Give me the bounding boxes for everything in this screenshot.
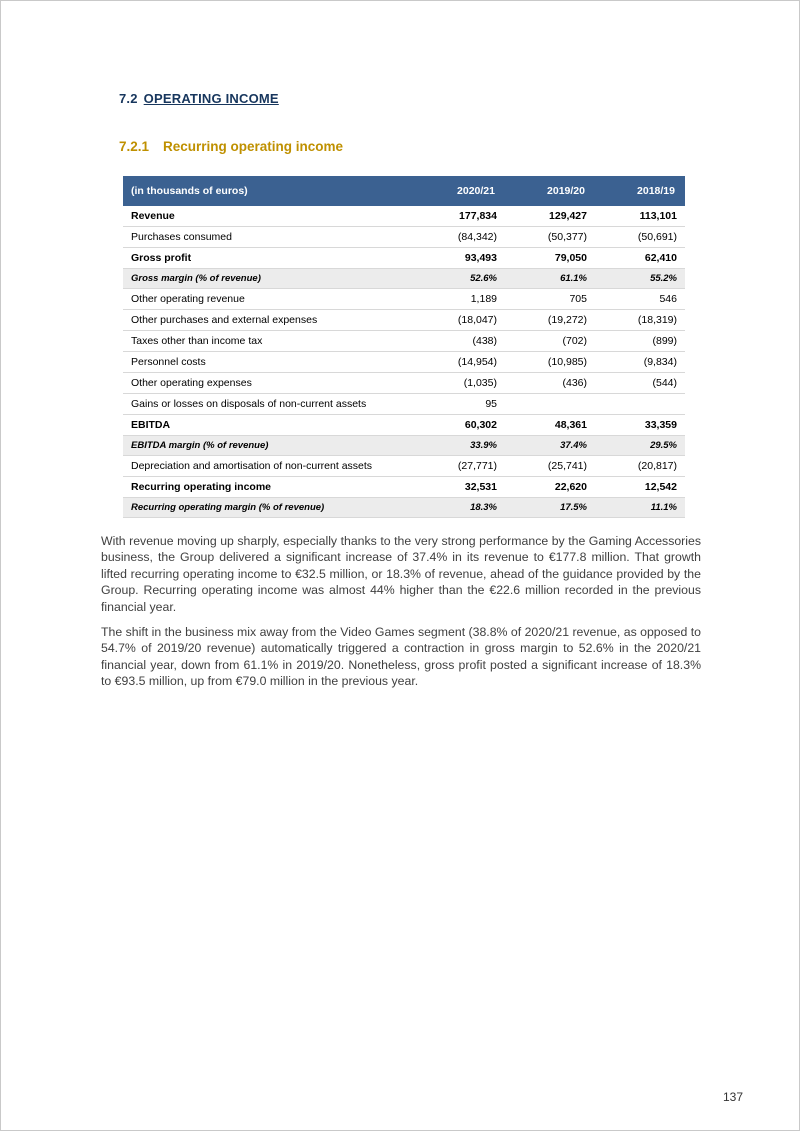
row-value [595,394,685,415]
table-header-row [123,176,685,206]
row-value: (436) [505,373,595,394]
financial-table [123,176,685,518]
row-value: 22,620 [505,477,595,498]
row-value: 705 [505,289,595,310]
row-value: (438) [415,331,505,352]
table-row [123,436,685,456]
row-value: (9,834) [595,352,685,373]
row-value: 113,101 [595,206,685,227]
table-header-year: 2018/19 [595,176,685,206]
table-row [123,456,685,477]
row-label: Other operating revenue [123,289,415,310]
row-value: 12,542 [595,477,685,498]
row-label: Depreciation and amortisation of non-current assets [123,456,415,477]
section-heading [119,91,699,106]
row-label: Recurring operating margin (% of revenue) [123,498,415,518]
row-value: 1,189 [415,289,505,310]
row-value [505,394,595,415]
table-body [123,206,685,518]
subsection-title: Recurring operating income [163,139,344,154]
row-label: Gross margin (% of revenue) [123,269,415,289]
row-value: 33.9% [415,436,505,456]
row-value: (10,985) [505,352,595,373]
row-value: 79,050 [505,248,595,269]
table-row [123,415,685,436]
row-value: 29.5% [595,436,685,456]
row-label: EBITDA [123,415,415,436]
table-row [123,331,685,352]
row-value: 11.1% [595,498,685,518]
section-title: OPERATING INCOME [143,91,279,106]
subsection-number: 7.2.1 [119,139,150,154]
table-header-label: (in thousands of euros) [123,176,415,206]
row-value: (544) [595,373,685,394]
table-row [123,352,685,373]
row-label: Other operating expenses [123,373,415,394]
table-row [123,310,685,331]
row-value: (1,035) [415,373,505,394]
table-header [123,176,685,206]
row-value: 33,359 [595,415,685,436]
row-label: Gains or losses on disposals of non-current assets [123,394,415,415]
row-value: (899) [595,331,685,352]
row-value: 60,302 [415,415,505,436]
row-value: 95 [415,394,505,415]
table-row [123,394,685,415]
section-number: 7.2 [119,91,138,106]
row-value: (14,954) [415,352,505,373]
row-value: 61.1% [505,269,595,289]
paragraph: With revenue moving up sharply, especially thanks to the very strong performance by the Gaming Accessories business, the Group delivered a significant increase of 37.4% in its revenue to €177.8 million. That growth lifted recurring operating income to €32.5 million, or 18.3% of revenue, ahead of the guidance provided by the Group. Recurring operating income was almost 44% higher than the €22.6 million recorded in the previous financial year. [101,534,701,614]
row-label: Purchases consumed [123,227,415,248]
row-value: (27,771) [415,456,505,477]
row-label: Revenue [123,206,415,227]
row-value: 48,361 [505,415,595,436]
row-label: Gross profit [123,248,415,269]
row-value: 32,531 [415,477,505,498]
row-value: (18,319) [595,310,685,331]
subsection-heading [119,139,699,154]
row-label: EBITDA margin (% of revenue) [123,436,415,456]
row-label: Other purchases and external expenses [123,310,415,331]
table-row [123,227,685,248]
page-number: 137 [722,1090,743,1104]
table-row [123,498,685,518]
table-row [123,248,685,269]
row-value: 177,834 [415,206,505,227]
table-row [123,206,685,227]
row-value: (20,817) [595,456,685,477]
row-value: 62,410 [595,248,685,269]
table-row [123,289,685,310]
row-label: Personnel costs [123,352,415,373]
row-value: 55.2% [595,269,685,289]
row-value: 129,427 [505,206,595,227]
row-value: (84,342) [415,227,505,248]
row-label: Recurring operating income [123,477,415,498]
row-value: (50,691) [595,227,685,248]
row-value: 37.4% [505,436,595,456]
row-label: Taxes other than income tax [123,331,415,352]
row-value: 17.5% [505,498,595,518]
row-value: 93,493 [415,248,505,269]
row-value: (18,047) [415,310,505,331]
row-value: 546 [595,289,685,310]
table-row [123,477,685,498]
table-row [123,269,685,289]
body-text [101,533,701,690]
table-header-year: 2020/21 [415,176,505,206]
row-value: (19,272) [505,310,595,331]
table-header-year: 2019/20 [505,176,595,206]
row-value: 52.6% [415,269,505,289]
page-content [1,1,799,690]
row-value: (50,377) [505,227,595,248]
table-row [123,373,685,394]
row-value: (702) [505,331,595,352]
paragraph: The shift in the business mix away from the Video Games segment (38.8% of 2020/21 revenue, as opposed to 54.7% of 2019/20 revenue) automatically triggered a contraction in gross margin to 52.6% in the 2020/21 financial year, down from 61.1% in 2019/20. Nonetheless, gross profit posted a significant increase of 18.3% to €93.5 million, up from €79.0 million in the previous year. [101,625,701,689]
row-value: (25,741) [505,456,595,477]
row-value: 18.3% [415,498,505,518]
